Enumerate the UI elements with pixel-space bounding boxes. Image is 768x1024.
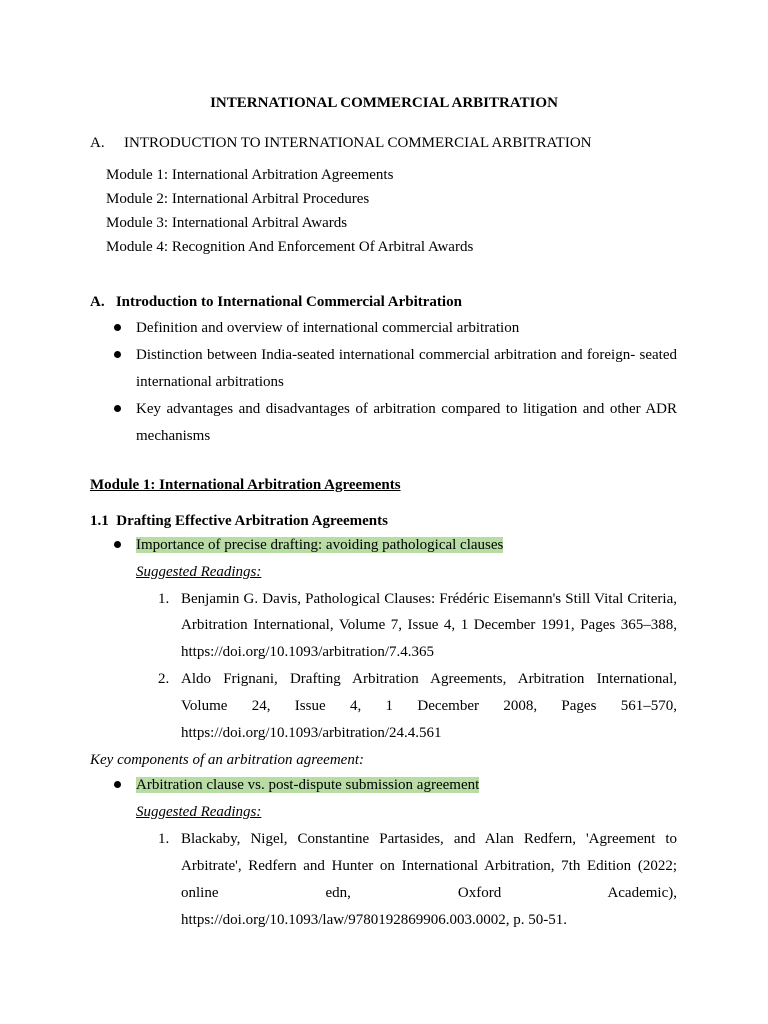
outline-letter: A.	[90, 135, 105, 151]
reading-2-line-3: https://doi.org/10.1093/arbitration/24.4.561	[181, 725, 442, 741]
outline-module-3: Module 3: International Arbitral Awards	[106, 215, 348, 231]
bullet-icon	[114, 324, 121, 331]
bullet-icon	[114, 351, 121, 358]
reading-3-line-1: Blackaby, Nigel, Constantine Partasides, and Alan Redfern, 'Agreement to	[181, 831, 677, 847]
reading-3-num: 1.	[158, 831, 170, 847]
highlighted-text: Importance of precise drafting: avoiding pathological clauses	[136, 537, 504, 553]
highlighted-text: Arbitration clause vs. post-dispute submission agreement	[136, 777, 480, 793]
section-a-bullet-1: Definition and overview of international commercial arbitration	[136, 320, 520, 336]
outline-heading: INTRODUCTION TO INTERNATIONAL COMMERCIAL ARBITRATION	[124, 135, 592, 151]
reading-3-line-3: online edn, Oxford Academic),	[181, 885, 677, 901]
reading-2-num: 2.	[158, 671, 170, 687]
suggested-readings-label-1: Suggested Readings:	[136, 564, 262, 580]
bullet-icon	[114, 781, 121, 788]
reading-3-line-4: https://doi.org/10.1093/law/9780192869906.003.0002, p. 50-51.	[181, 912, 567, 928]
bullet-icon	[114, 405, 121, 412]
key-components-label: Key components of an arbitration agreement:	[90, 752, 364, 768]
page-title: INTERNATIONAL COMMERCIAL ARBITRATION	[210, 95, 558, 111]
section-a-heading: A. Introduction to International Commercial Arbitration	[90, 294, 462, 310]
outline-module-2: Module 2: International Arbitral Procedures	[106, 191, 370, 207]
section-a-bullet-2-line-1: Distinction between India-seated international commercial arbitration and foreign- seated	[136, 347, 677, 363]
reading-1-num: 1.	[158, 591, 170, 607]
suggested-readings-label-2: Suggested Readings:	[136, 804, 262, 820]
module-1-subheading: 1.1 Drafting Effective Arbitration Agreements	[90, 513, 388, 529]
outline-module-4: Module 4: Recognition And Enforcement Of Arbitral Awards	[106, 239, 474, 255]
bullet-icon	[114, 541, 121, 548]
reading-3-line-2: Arbitrate', Redfern and Hunter on International Arbitration, 7th Edition (2022;	[181, 858, 677, 874]
module-1-bullet-2	[136, 776, 479, 794]
module-1-heading: Module 1: International Arbitration Agreements	[90, 477, 401, 493]
reading-2-line-1: Aldo Frignani, Drafting Arbitration Agreements, Arbitration International,	[181, 671, 677, 687]
section-a-bullet-3-line-2: mechanisms	[136, 428, 211, 444]
reading-1-line-2: Arbitration International, Volume 7, Issue 4, 1 December 1991, Pages 365–388,	[181, 617, 677, 633]
outline-module-1: Module 1: International Arbitration Agreements	[106, 167, 394, 183]
reading-1-line-1: Benjamin G. Davis, Pathological Clauses: Frédéric Eisemann's Still Vital Criteria,	[181, 591, 677, 607]
module-1-bullet-1	[136, 536, 503, 554]
section-a-bullet-3-line-1: Key advantages and disadvantages of arbitration compared to litigation and other ADR	[136, 401, 677, 417]
reading-1-line-3: https://doi.org/10.1093/arbitration/7.4.365	[181, 644, 435, 660]
reading-2-line-2: Volume 24, Issue 4, 1 December 2008, Pages 561–570,	[181, 698, 677, 714]
section-a-bullet-2-line-2: international arbitrations	[136, 374, 284, 390]
